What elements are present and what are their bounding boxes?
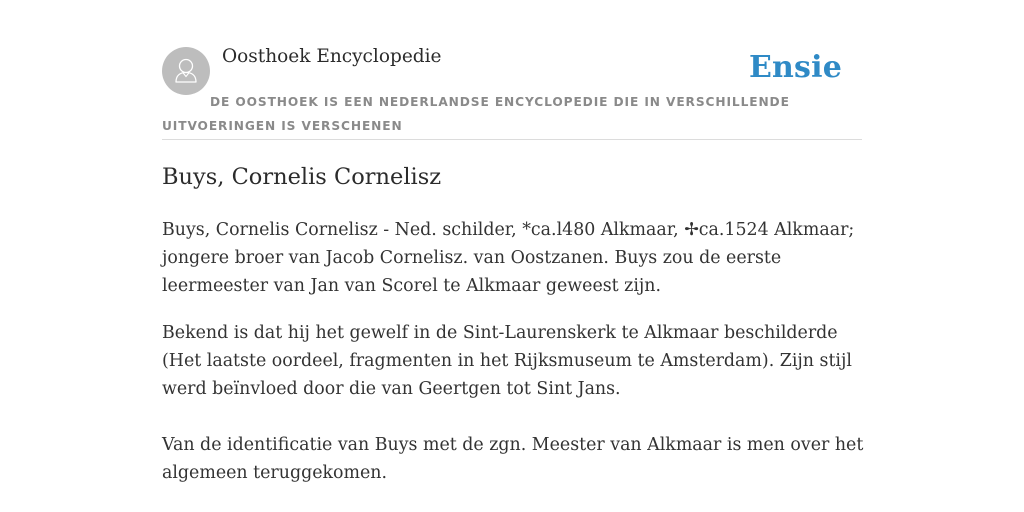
user-icon <box>162 47 210 95</box>
article-paragraph: Bekend is dat hij het gewelf in de Sint-Laurenskerk te Alkmaar beschilderde (Het laatste oordeel, fragmenten in het Rijksmuseum te Amsterdam). Zijn stijl werd beïnvloed door die van Geertgen tot Sint Jans. <box>162 323 852 399</box>
site-name-link[interactable]: Oosthoek Encyclopedie <box>222 46 442 67</box>
article-paragraph: Van de identificatie van Buys met de zgn. Meester van Alkmaar is men over het algemeen teruggekomen. <box>162 435 864 483</box>
page-container <box>162 0 864 483</box>
ensie-logo[interactable]: Ensie <box>748 50 842 85</box>
article-title: Buys, Cornelis Cornelisz <box>162 164 442 190</box>
article-paragraph: Buys, Cornelis Cornelisz - Ned. schilder, *ca.l480 Alkmaar, ✢ca.1524 Alkmaar; jongere broer van Jacob Cornelisz. van Oostzanen. Buys zou de eerste leermeester van Jan van Scorel te Alkmaar geweest zijn. <box>162 220 855 296</box>
site-tagline: DE OOSTHOEK IS EEN NEDERLANDSE ENCYCLOPEDIE DIE IN VERSCHILLENDE UITVOERINGEN IS VERSCHENEN <box>162 95 790 133</box>
site-header <box>162 0 862 140</box>
avatar[interactable] <box>162 47 210 95</box>
